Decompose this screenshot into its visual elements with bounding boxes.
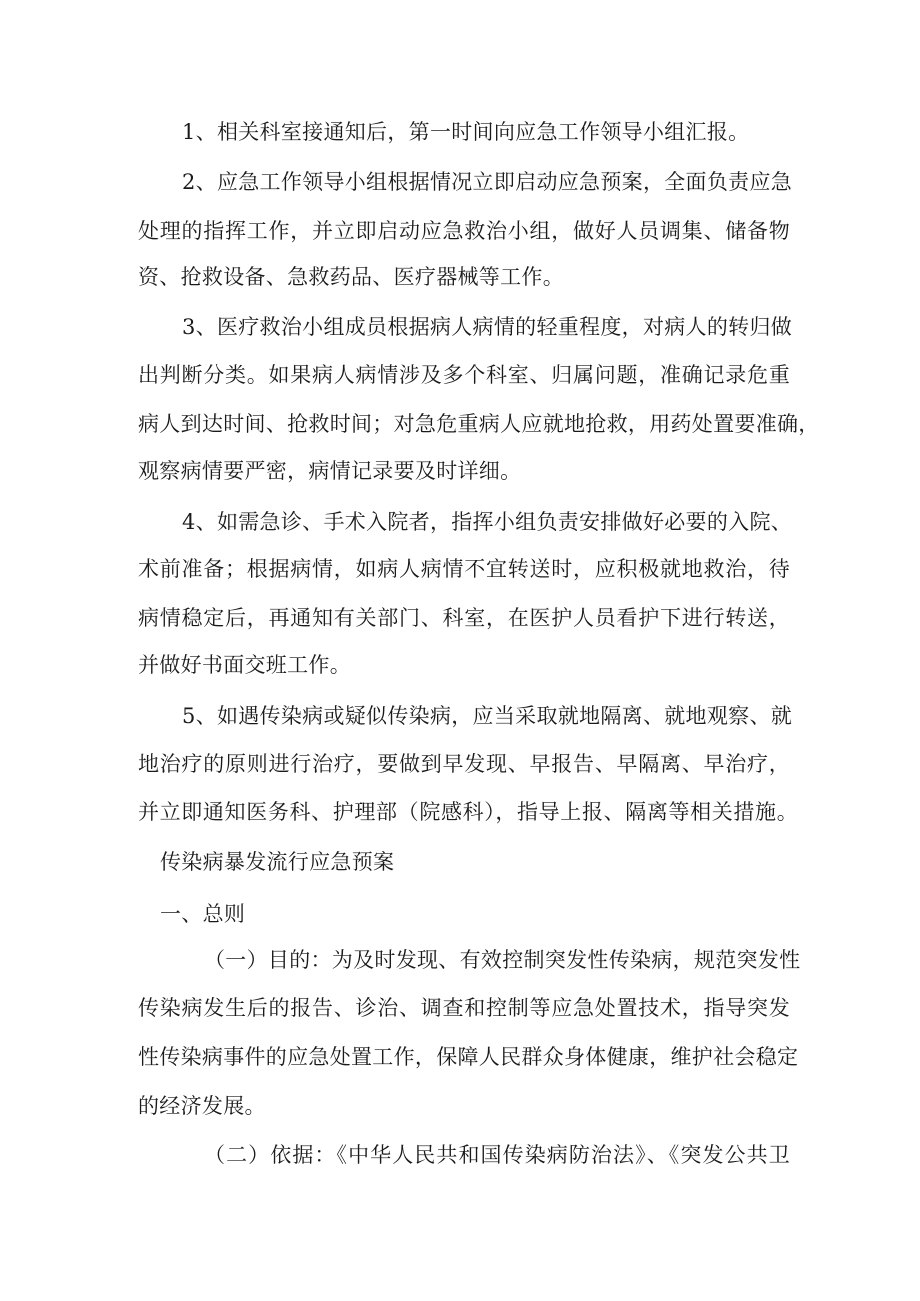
paragraph-2-line-3: 资、抢救设备、急救药品、医疗器械等工作。	[138, 265, 564, 289]
paragraph-4-line-3: 病情稳定后，再通知有关部门、科室，在医护人员看护下进行转送，	[138, 606, 790, 630]
paragraph-1-line-1: 1、相关科室接通知后，第一时间向应急工作领导小组汇报。	[182, 120, 750, 144]
paragraph-3-line-3: 病人到达时间、抢救时间；对急危重病人应就地抢救，用药处置要准确，	[138, 412, 820, 436]
paragraph-4-line-2: 术前准备；根据病情，如病人病情不宜转送时，应积极就地救治，待	[138, 557, 790, 581]
paragraph-4-line-1: 4、如需急诊、手术入院者，指挥小组负责安排做好必要的入院、	[182, 510, 793, 534]
paragraph-5-line-2: 地治疗的原则进行治疗，要做到早发现、早报告、早隔离、早治疗，	[138, 752, 790, 776]
paragraph-5-line-1: 5、如遇传染病或疑似传染病，应当采取就地隔离、就地观察、就	[182, 704, 793, 728]
paragraph-5-line-3: 并立即通知医务科、护理部（院感科），指导上报、隔离等相关措施。	[138, 800, 798, 824]
paragraph-4-line-4: 并做好书面交班工作。	[138, 653, 351, 677]
purpose-line-3: 性传染病事件的应急处置工作，保障人民群众身体健康，维护社会稳定	[138, 1045, 799, 1069]
purpose-line-4: 的经济发展。	[138, 1094, 266, 1118]
paragraph-2-line-2: 处理的指挥工作，并立即启动应急救治小组，做好人员调集、储备物	[138, 219, 790, 243]
section-title: 传染病暴发流行应急预案	[160, 850, 395, 874]
paragraph-2-line-1: 2、应急工作领导小组根据情况立即启动应急预案，全面负责应急	[182, 170, 793, 194]
paragraph-3-line-4: 观察病情要严密，病情记录要及时详细。	[138, 459, 522, 483]
purpose-line-1: （一）目的：为及时发现、有效控制突发性传染病，规范突发性	[204, 948, 801, 972]
paragraph-3-line-1: 3、医疗救治小组成员根据病人病情的轻重程度，对病人的转归做	[182, 315, 793, 339]
purpose-line-2: 传染病发生后的报告、诊治、调查和控制等应急处置技术，指导突发	[138, 996, 790, 1020]
paragraph-3-line-2: 出判断分类。如果病人病情涉及多个科室、归属问题，准确记录危重	[138, 363, 790, 387]
basis-line-1: （二）依据：《中华人民共和国传染病防治法》、《突发公共卫	[204, 1143, 790, 1167]
heading-general-principles: 一、总则	[160, 902, 246, 926]
